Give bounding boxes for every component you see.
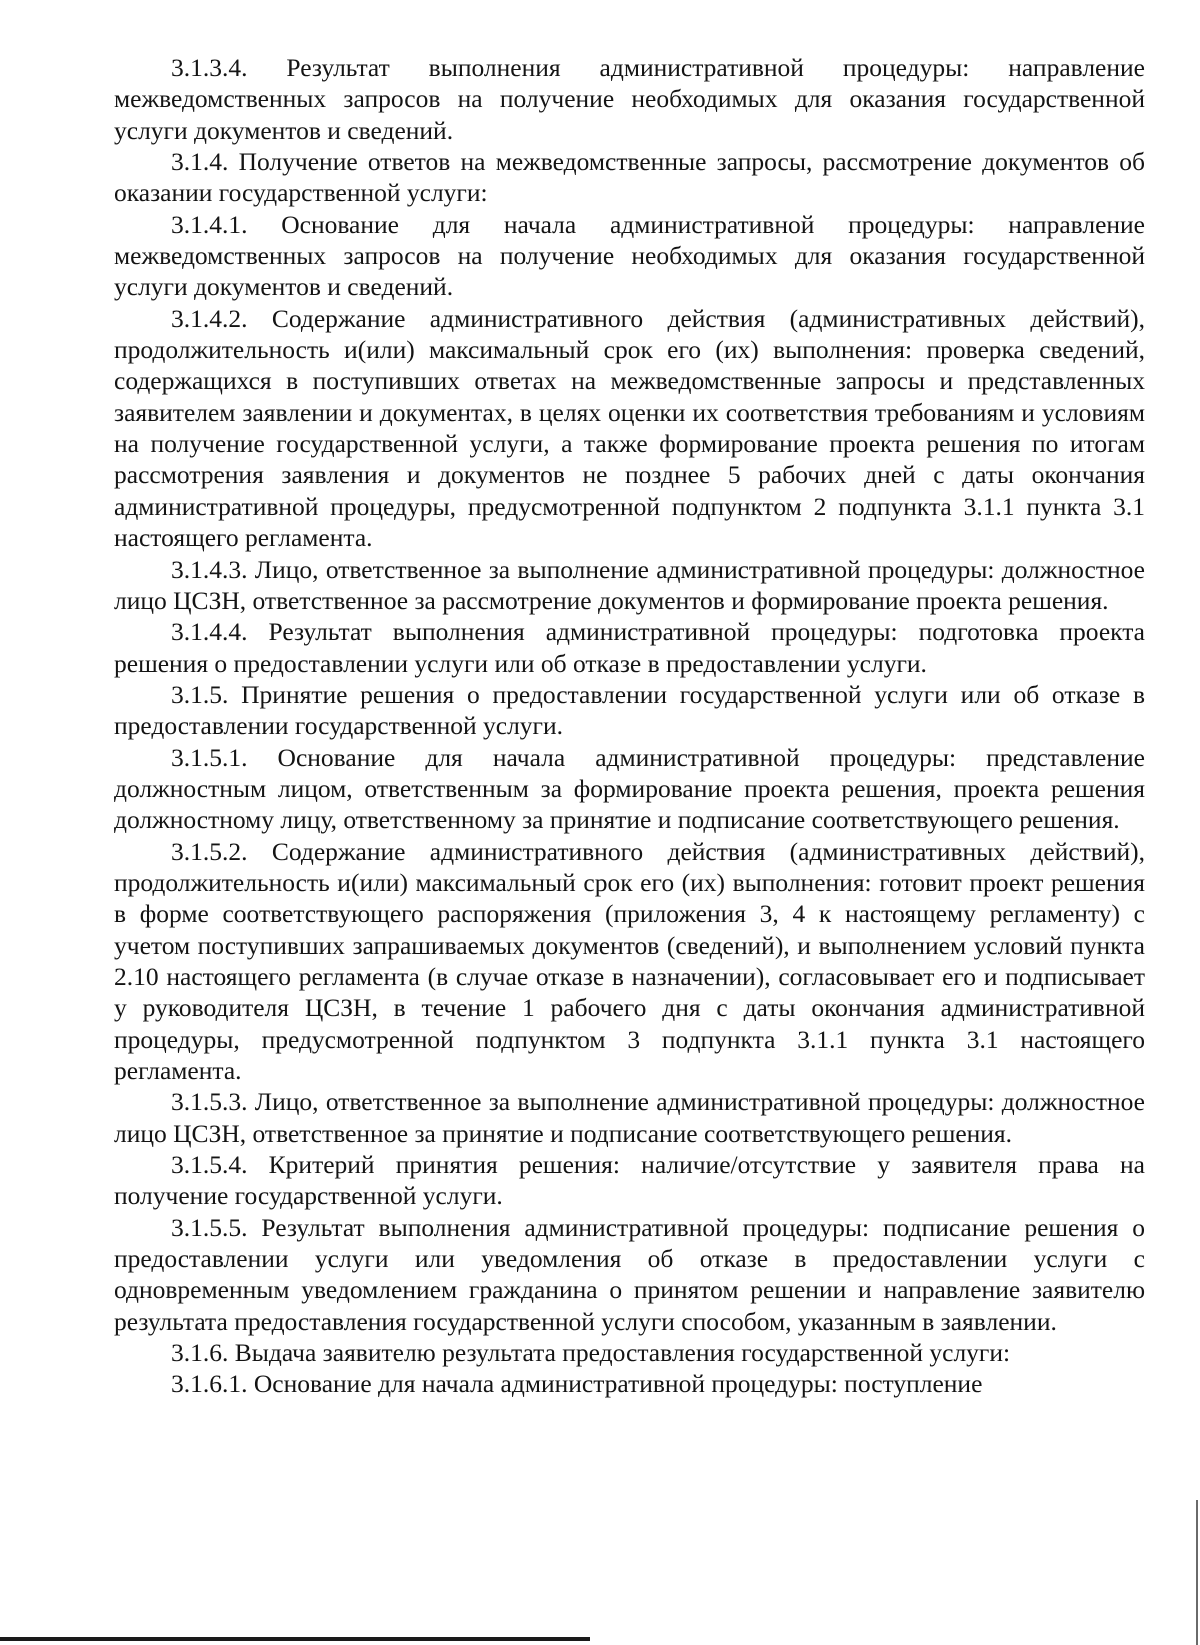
paragraph-3-1-5-1: 3.1.5.1. Основание для начала административной процедуры: представление должностным лицом, ответственным за формирование проекта решения, проекта решения должностному лицу, ответственному за принятие и подписание соответствующего решения. [114, 742, 1145, 835]
paragraph-3-1-4-4: 3.1.4.4. Результат выполнения административной процедуры: подготовка проекта решения о предоставлении услуги или об отказе в предоставлении услуги. [114, 617, 1145, 678]
scan-right-edge [1196, 1500, 1198, 1645]
paragraph-3-1-5-3: 3.1.5.3. Лицо, ответственное за выполнение административной процедуры: должностное лицо ЦСЗН, ответственное за принятие и подписание соответствующего решения. [114, 1087, 1145, 1148]
paragraph-3-1-5-4: 3.1.5.4. Критерий принятия решения: наличие/отсутствие у заявителя права на получение государственной услуги. [114, 1150, 1145, 1211]
paragraph-3-1-5-2: 3.1.5.2. Содержание административного действия (административных действий), продолжительность и(или) максимальный срок его (их) выполнения: готовит проект решения в форме соответствующего распоряжения (приложения 3, 4 к настоящему регламенту) с учетом поступивших запрашиваемых документов (сведений), и выполнением условий пункта 2.10 настоящего регламента (в случае отказе в назначении), согласовывает его и подписывает у руководителя ЦСЗН, в течение 1 рабочего дня с даты окончания административной процедуры, предусмотренной подпунктом 3 подпункта 3.1.1 пункта 3.1 настоящего регламента. [114, 836, 1145, 1085]
paragraph-3-1-6-1: 3.1.6.1. Основание для начала административной процедуры: поступление [171, 1369, 983, 1399]
paragraph-3-1-5-5: 3.1.5.5. Результат выполнения административной процедуры: подписание решения о предоставлении услуги или уведомления об отказе в предоставлении услуги с одновременным уведомлением гражданина о принятом решении и направление заявителю результата предоставления государственной услуги способом, указанным в заявлении. [114, 1212, 1145, 1336]
paragraph-3-1-6: 3.1.6. Выдача заявителю результата предоставления государственной услуги: [171, 1338, 1011, 1368]
paragraph-3-1-4-2: 3.1.4.2. Содержание административного действия (административных действий), продолжительность и(или) максимальный срок его (их) выполнения: проверка сведений, содержащихся в поступивших ответах на межведомственные запросы и представленных заявителем заявлении и документах, в целях оценки их соответствия требованиям и условиям на получение государственной услуги, а также формирование проекта решения по итогам рассмотрения заявления и документов не позднее 5 рабочих дней с даты окончания административной процедуры, предусмотренной подпунктом 2 подпункта 3.1.1 пункта 3.1 настоящего регламента. [114, 303, 1145, 553]
paragraph-3-1-4-3: 3.1.4.3. Лицо, ответственное за выполнение административной процедуры: должностное лицо ЦСЗН, ответственное за рассмотрение документов и формирование проекта решения. [114, 554, 1145, 615]
paragraph-3-1-4: 3.1.4. Получение ответов на межведомственные запросы, рассмотрение документов об оказании государственной услуги: [114, 147, 1145, 208]
document-body [114, 52, 1145, 1400]
scan-bottom-edge [0, 1637, 590, 1641]
paragraph-3-1-5: 3.1.5. Принятие решения о предоставлении государственной услуги или об отказе в предоставлении государственной услуги. [114, 679, 1145, 741]
paragraph-3-1-4-1: 3.1.4.1. Основание для начала административной процедуры: направление межведомственных запросов на получение необходимых для оказания государственной услуги документов и сведений. [114, 209, 1145, 302]
paragraph-3-1-3-4: 3.1.3.4. Результат выполнения административной процедуры: направление межведомственных запросов на получение необходимых для оказания государственной услуги документов и сведений. [114, 53, 1145, 145]
